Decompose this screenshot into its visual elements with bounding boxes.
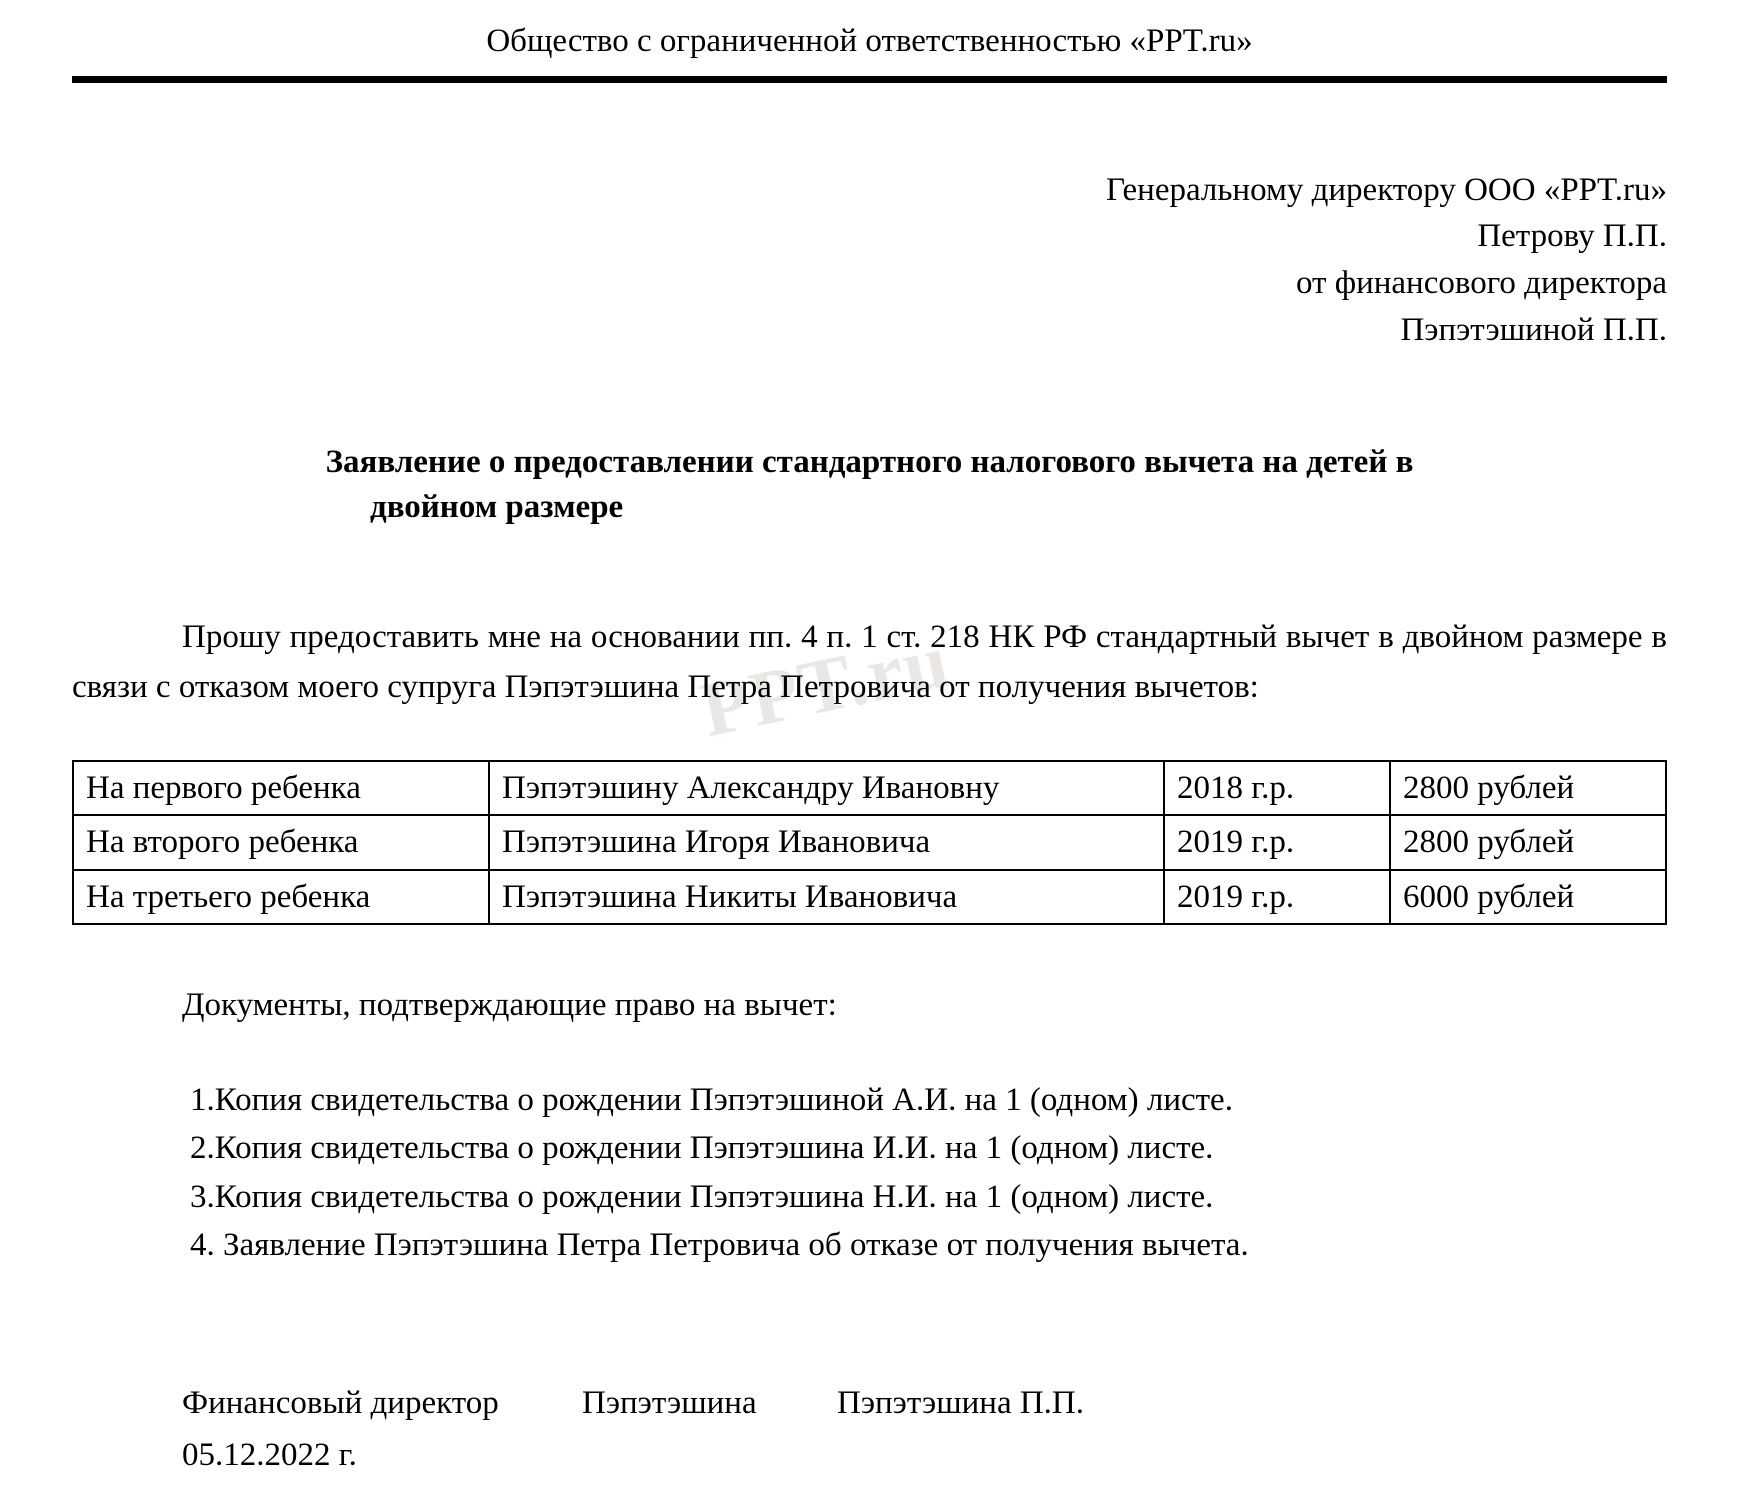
addressee-block [0,167,1739,354]
signature-date: 05.12.2022 г. [182,1436,357,1473]
child-year-cell: 2019 г.р. [1164,815,1390,869]
signer-role: Финансовый директор [182,1384,499,1421]
page-title-line-1: Заявление о предоставлении стандартного налогового вычета на детей в [325,444,1414,481]
table-row [73,815,1666,869]
list-item: 4. Заявление Пэпэтэшина Петра Петровича об отказе от получения вычета. [190,1227,1249,1264]
table-row [73,761,1666,815]
addressee-applicant-role: от финансового директора [1295,265,1667,302]
ppt-watermark: PPT.ru [693,615,958,754]
deduction-table [72,760,1667,925]
addressee-director-line: Генеральному директору ООО «PPT.ru» [1105,171,1667,208]
request-paragraph: Прошу предоставить мне на основании пп. 4 п. 1 ст. 218 НК РФ стандартный вычет в двойном размере в связи с отказом моего супруга Пэпэтэшина Петра Петровича от получения вычетов: [72,619,1667,705]
child-name-cell: Пэпэтэшина Никиты Ивановича [489,870,1164,924]
child-year-cell: 2018 г.р. [1164,761,1390,815]
list-item: 2.Копия свидетельства о рождении Пэпэтэшина И.И. на 1 (одном) листе. [190,1130,1214,1167]
addressee-director-name: Петрову П.П. [1477,218,1667,255]
child-amount-cell: 6000 рублей [1390,870,1666,924]
documents-intro: Документы, подтверждающие право на вычет: [182,986,837,1023]
documents-list [72,1076,1667,1270]
signature-row [182,1380,1667,1428]
child-order-cell: На третьего ребенка [73,870,489,924]
list-item: 3.Копия свидетельства о рождении Пэпэтэшина Н.И. на 1 (одном) листе. [190,1178,1214,1215]
child-year-cell: 2019 г.р. [1164,870,1390,924]
page-title [150,440,1589,529]
organization-header: Общество с ограниченной ответственностью «PPT.ru» [486,23,1253,59]
header-divider [72,76,1667,83]
child-amount-cell: 2800 рублей [1390,815,1666,869]
signature-mark: Пэпэтэшина [582,1384,757,1421]
page-title-line-2: двойном размере [370,488,624,525]
table-row [73,870,1666,924]
signer-name: Пэпэтэшина П.П. [837,1384,1085,1421]
child-order-cell: На первого ребенка [73,761,489,815]
addressee-applicant-name: Пэпэтэшиной П.П. [1400,312,1667,349]
child-amount-cell: 2800 рублей [1390,761,1666,815]
list-item: 1.Копия свидетельства о рождении Пэпэтэшиной А.И. на 1 (одном) листе. [190,1081,1233,1118]
signature-block [72,1380,1667,1480]
child-name-cell: Пэпэтэшина Игоря Ивановича [489,815,1164,869]
child-name-cell: Пэпэтэшину Александру Ивановну [489,761,1164,815]
child-order-cell: На второго ребенка [73,815,489,869]
